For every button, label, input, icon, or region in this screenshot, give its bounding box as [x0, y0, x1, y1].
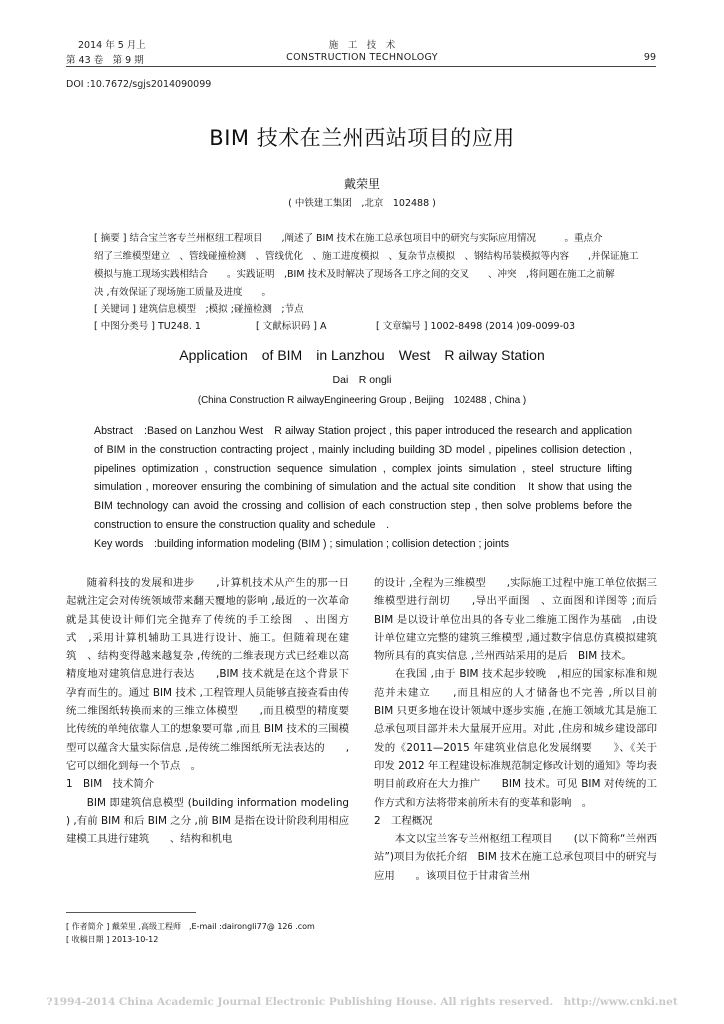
header-page-number: 99 [643, 52, 656, 63]
body-paragraph-china: 在我国 ,由于 BIM 技术起步较晚 ,相应的国家标准和规范并未建立 ,而且相应的人才储备也不完善 ,所以目前 BIM 只更多地在设计领域中逐步实施 ,在施工领域尤其是施工总承包项目部并未大量展开应用。对此 ,住房和城乡建设部印发的《2011—2015 年建筑业信息化发展纲要 》、《关于印发 2012 年工程建设标准规范制定修改计划的通知》等均表明目前政府在大力推广 BIM 技术。可见 BIM 对传统的工作方式和方法将带来前所未有的变革和影响 。 [374, 668, 668, 809]
footnote-author-bio: [ 作者简介 ] 戴荣里 ,高级工程师 ,E-mail :dairongli77@ 126 .com [66, 922, 315, 931]
affiliation-en: (China Construction R ailwayEngineering Group , Beijing 102488 , China ) [197, 395, 527, 406]
copyright-watermark: ?1994-2014 China Academic Journal Electronic Publishing House. All rights reserved. http://www.cnki.net [46, 996, 678, 1008]
footnote-received-date: [ 收稿日期 ] 2013-10-12 [66, 935, 159, 944]
body-paragraph-bim-cont: 的设计 ,全程为三维模型 ,实际施工过程中施工单位依据三维模型进行剖切 ,导出平面图 、立面图和详图等 ;而后 BIM 是以设计单位出具的各专业二维施工图作为基础 ,由设计单位建立完整的建筑三维模型 ,通过数字信息仿真模拟建筑物所具有的真实信息 ,兰州西站采用的是后 BIM 技术。 [374, 577, 657, 663]
affiliation-cn: ( 中铁建工集团 ,北京 102488 ) [288, 198, 436, 209]
section-heading-1: 1 BIM 技术简介 [66, 778, 155, 791]
document-code: [ 文献标识码 ] A [256, 321, 327, 332]
body-paragraph-intro: 随着科技的发展和进步 ,计算机技术从产生的那一日起就注定会对传统领域带来翻天覆地的影响 ,最近的一次革命就是其使设计师们完全抛弃了传统的手工绘图 、出图方式 ,采用计算机辅助工具进行设计、施工。但随着现在建筑 、结构变得越来越复杂 ,传统的二维表现方式已经难以高精度地对建筑信息进行表达 ,BIM 技术就是在这个背景下孕育而生的。通过 BIM 技术 ,工程管理人员能够直接查看由传统二维图纸转换而来的三维立体模型 ,而且模型的精度要比传统的单纯依靠人工的想象要可靠 ,而且 BIM 技术的三围模型可以蕴含大量实际信息 ,是传统二维图纸所无法表达的 ,它可以细化到每一个节点 。 [66, 577, 349, 772]
abstract-cn-line-4: 决 ,有效保证了现场施工质量及进度 。 [94, 287, 272, 298]
author-cn: 戴荣里 [343, 177, 380, 191]
doi: DOI :10.7672/sgjs2014090099 [66, 79, 212, 90]
keywords-cn: [ 关键词 ] 建筑信息模型 ;模拟 ;碰撞检测 ;节点 [94, 304, 304, 315]
abstract-en [94, 422, 632, 554]
body-left-column [66, 574, 349, 848]
body-paragraph-bim-intro: BIM 即建筑信息模型 (building information modeling ) ,有前 BIM 和后 BIM 之分 ,前 BIM 是指在设计阶段利用相应建模工具进行建筑 、结构和机电 [66, 796, 349, 846]
abstract-en-text: Abstract :Based on Lanzhou West R ailway Station project , this paper introduced the research and application of BIM in the construction contracting project , mainly including building 3D model , pipelines collision detection , pipelines optimization , construction sequence simulation , complex joints simulation , steel structure lifting simulation , moreover ensuring the combining of simulation and the actual site condition It show that using the BIM technology can avoid the crossing and collision of each construction step , then solve problems before the construction to ensure the construction quality and schedule . [94, 425, 632, 531]
article-number: [ 文章编号 ] 1002-8498 (2014 )09-0099-03 [376, 321, 576, 332]
header-journal-cn: 施 工 技 术 [328, 40, 396, 51]
author-en: Dai R ongli [332, 374, 392, 386]
title-en: Application of BIM in Lanzhou West R ailway Station [179, 347, 545, 363]
title-cn: BIM 技术在兰州西站项目的应用 [209, 126, 515, 150]
keywords-en: Key words :building information modeling (BIM ) ; simulation ; collision detection ; joints [94, 537, 510, 550]
clc-number: [ 中图分类号 ] TU248. 1 [94, 321, 201, 332]
abstract-cn-line-3: 模拟与施工现场实践相结合 。实践证明 ,BIM 技术及时解决了现场各工序之间的交叉 、冲突 ,将问题在施工之前解 [94, 269, 615, 280]
abstract-cn-line-1: [ 摘要 ] 结合宝兰客专兰州枢纽工程项目 ,阐述了 BIM 技术在施工总承包项目中的研究与实际应用情况 。重点介 [94, 233, 603, 244]
header-journal-en: CONSTRUCTION TECHNOLOGY [286, 52, 438, 63]
header-rule [66, 66, 656, 67]
section-heading-2: 2 工程概况 [374, 814, 433, 827]
header-date: 2014 年 5 月上 [78, 40, 146, 51]
body-paragraph-project: 本文以宝兰客专兰州枢纽工程项目 (以下简称“兰州西站”)项目为依托介绍 BIM 技术在施工总承包项目中的研究与应用 。该项目位于甘肃省兰州 [374, 833, 657, 882]
body-right-column [374, 574, 668, 885]
abstract-cn-line-2: 绍了三维模型建立 、管线碰撞检测 、管线优化 、施工进度模拟 、复杂节点模拟 、钢结构吊装模拟等内容 ,并保证施工 [94, 251, 639, 262]
header-volume: 第 43 卷 第 9 期 [66, 55, 144, 66]
footnote-rule [66, 912, 196, 913]
